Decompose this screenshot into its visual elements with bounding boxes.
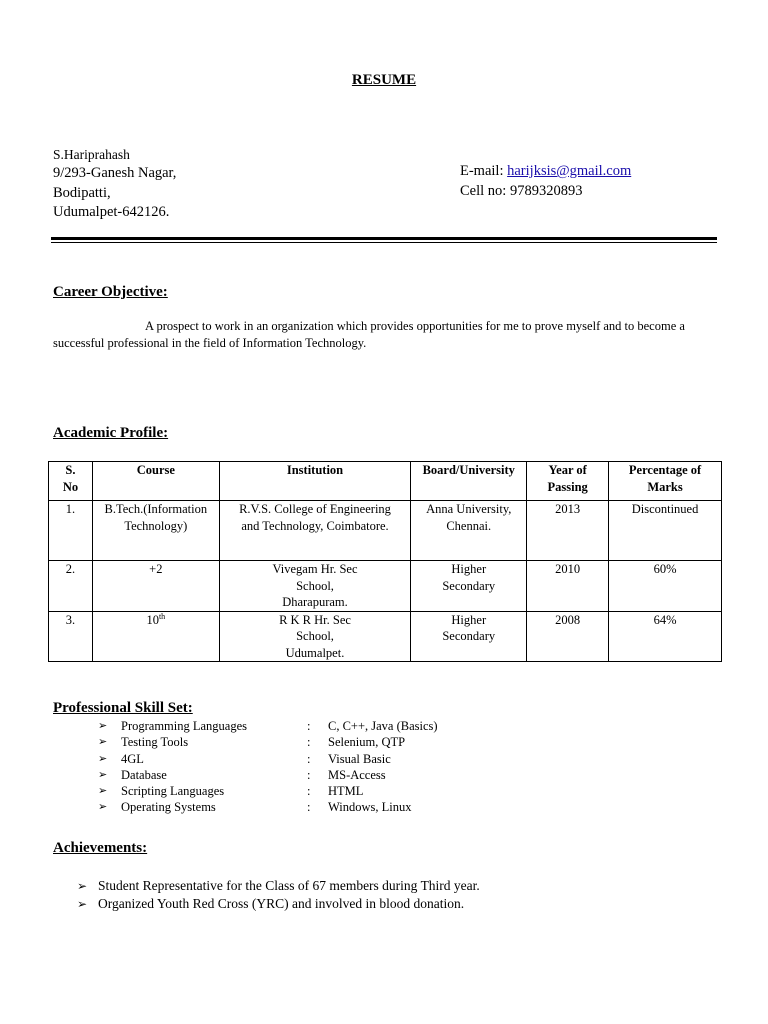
skill-name: Operating Systems [121,800,216,815]
table-row [49,611,722,662]
arrow-bullet-icon: ➢ [98,801,108,814]
skill-separator: : [307,784,311,799]
list-item [98,783,518,799]
header-institution: Institution [219,462,411,501]
cell-percentage: 60% [609,561,722,612]
skills-list [98,718,518,816]
skill-name: Scripting Languages [121,784,225,799]
cell-number: Cell no: 9789320893 [460,182,583,199]
email-link[interactable]: harijksis@gmail.com [507,163,632,179]
cell-sno: 2. [49,561,93,612]
header-percentage: Percentage of Marks [609,462,722,501]
cell-course: B.Tech.(Information Technology) [92,501,219,561]
address-line-2: Bodipatti, [53,184,111,201]
skill-separator: : [307,735,311,750]
cell-sno: 1. [49,501,93,561]
arrow-bullet-icon: ➢ [77,879,88,893]
email-line [460,162,631,182]
skill-separator: : [307,767,311,782]
career-objective-heading: Career Objective: [53,284,168,300]
header-board: Board/University [411,462,527,501]
cell-institution: R.V.S. College of Engineering and Technology, Coimbatore. [219,501,411,561]
skill-separator: : [307,719,311,733]
skill-value: Selenium, QTP [328,735,406,750]
list-item [98,767,518,783]
cell-institution: Vivegam Hr. Sec School, Dharapuram. [219,561,411,612]
cell-board: Anna University, Chennai. [411,501,527,561]
contact-block [460,162,631,201]
skill-name: Testing Tools [121,735,189,750]
career-objective-text: A prospect to work in an organization which provides opportunities for me to prove myself and to become a successful professional in the field of Information Technology. [53,319,685,350]
cell-board: Higher Secondary [411,561,527,612]
arrow-bullet-icon: ➢ [98,720,108,732]
header-divider-thick [51,237,717,240]
achievement-text: Student Representative for the Class of 67 members during Third year. [98,878,480,893]
table-header-row [49,462,722,501]
skill-separator: : [307,800,311,815]
skill-value: MS-Access [328,767,386,782]
cell-year: 2008 [527,611,609,662]
address-block [53,146,176,223]
arrow-bullet-icon: ➢ [98,736,108,749]
skill-separator: : [307,751,311,766]
academic-profile-heading: Academic Profile: [53,425,169,441]
arrow-bullet-icon: ➢ [77,897,88,911]
cell-year: 2010 [527,561,609,612]
header-course: Course [92,462,219,501]
skill-value: Windows, Linux [328,800,412,815]
skill-value: Visual Basic [328,751,391,766]
arrow-bullet-icon: ➢ [98,768,108,781]
table-row [49,561,722,612]
list-item [98,799,518,815]
table-row [49,501,722,561]
cell-percentage: Discontinued [609,501,722,561]
cell-sno: 3. [49,611,93,662]
address-line-3: Udumalpet-642126. [53,204,170,220]
header-year: Year of Passing [527,462,609,501]
cell-year: 2013 [527,501,609,561]
resume-title: RESUME [351,72,417,88]
achievements-heading: Achievements: [53,840,148,856]
skill-name: Database [121,767,167,782]
skill-value: HTML [328,784,364,799]
cell-course: +2 [92,561,219,612]
email-label: E-mail: [460,163,508,179]
skill-name: Programming Languages [121,719,248,733]
arrow-bullet-icon: ➢ [98,785,108,798]
cell-institution: R K R Hr. Sec School, Udumalpet. [219,611,411,662]
cell-percentage: 64% [609,611,722,662]
list-item [98,751,518,767]
candidate-name: S.Hariprahash [53,147,130,162]
cell-board: Higher Secondary [411,611,527,662]
cell-course: 10th [92,611,219,662]
skill-value: C, C++, Java (Basics) [328,719,438,733]
arrow-bullet-icon: ➢ [98,752,108,765]
header-divider-thin [51,242,717,243]
achievement-text: Organized Youth Red Cross (YRC) and involved in blood donation. [98,896,465,911]
address-line-1: 9/293-Ganesh Nagar, [53,165,177,181]
academic-table [48,461,722,662]
skill-name: 4GL [121,751,144,766]
skills-heading: Professional Skill Set: [53,700,193,716]
header-sno: S. No [49,462,93,501]
list-item [98,718,518,734]
list-item [98,734,518,750]
